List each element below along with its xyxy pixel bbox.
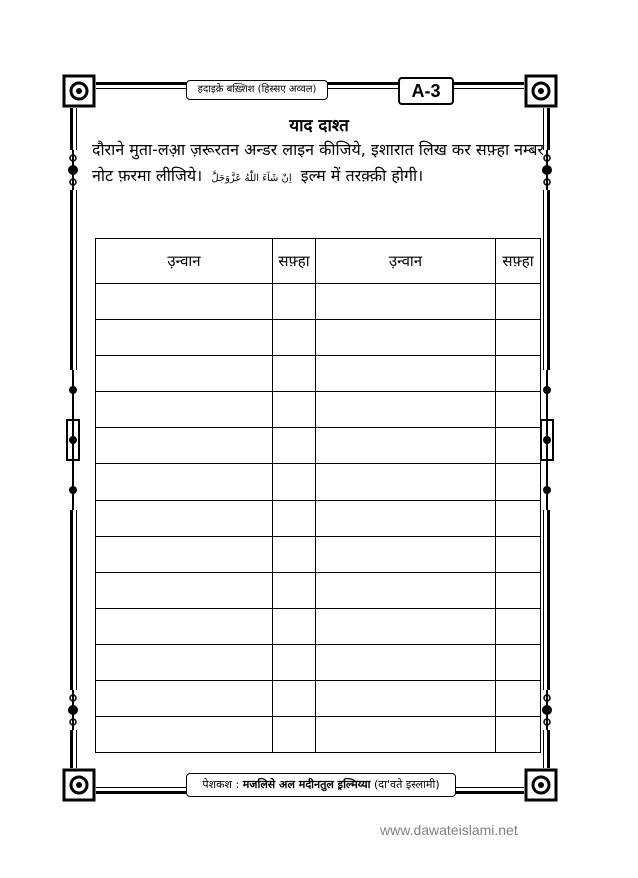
title-cell[interactable]	[96, 356, 273, 392]
corner-ornament-icon	[524, 768, 558, 802]
table-row	[96, 717, 541, 753]
corner-ornament-icon	[62, 768, 96, 802]
page-cell[interactable]	[496, 284, 541, 320]
side-ornament-icon	[66, 370, 80, 510]
arabic-phrase: اِنْ شَآءَ اللّٰهُ عَزَّوَجَلَّ	[211, 173, 292, 184]
title-cell[interactable]	[316, 644, 496, 680]
page-cell[interactable]	[273, 500, 316, 536]
table-row	[96, 428, 541, 464]
column-header-title: उ़न्वान	[96, 239, 273, 284]
title-cell[interactable]	[316, 536, 496, 572]
side-ornament-icon	[66, 150, 80, 190]
title-cell[interactable]	[96, 500, 273, 536]
table-row	[96, 536, 541, 572]
page-cell[interactable]	[496, 500, 541, 536]
table-row	[96, 644, 541, 680]
website-url[interactable]: www.dawateislami.net	[380, 822, 518, 838]
table-row	[96, 572, 541, 608]
title-cell[interactable]	[96, 644, 273, 680]
title-cell[interactable]	[316, 356, 496, 392]
page-cell[interactable]	[496, 717, 541, 753]
title-cell[interactable]	[96, 284, 273, 320]
index-table-wrap	[95, 238, 540, 753]
corner-ornament-icon	[62, 74, 96, 108]
table-row	[96, 392, 541, 428]
side-ornament-icon	[540, 370, 554, 510]
page-cell[interactable]	[273, 608, 316, 644]
column-header-page: सफ़्हा	[496, 239, 541, 284]
column-header-page: सफ़्हा	[273, 239, 316, 284]
table-row	[96, 356, 541, 392]
page-cell[interactable]	[273, 392, 316, 428]
page-cell[interactable]	[496, 464, 541, 500]
page-cell[interactable]	[496, 644, 541, 680]
title-cell[interactable]	[316, 572, 496, 608]
page-cell[interactable]	[496, 608, 541, 644]
title-cell[interactable]	[96, 608, 273, 644]
page-cell[interactable]	[273, 536, 316, 572]
instruction-text: दौराने मुता-लआ़ ज़रूरतन अन्डर लाइन कीजिये, इशारात लिख कर सफ़्हा नम्बर नोट फ़रमा लीजिये।	[92, 140, 544, 185]
table-header-row	[96, 239, 541, 284]
title-cell[interactable]	[96, 392, 273, 428]
page-cell[interactable]	[273, 464, 316, 500]
publisher-suffix: (दा'वते इस्लामी)	[374, 778, 440, 791]
title-cell[interactable]	[96, 428, 273, 464]
publisher-label	[186, 773, 456, 797]
title-cell[interactable]	[316, 284, 496, 320]
page-cell[interactable]	[273, 284, 316, 320]
page-cell[interactable]	[273, 320, 316, 356]
side-ornament-icon	[66, 690, 80, 730]
title-cell[interactable]	[316, 392, 496, 428]
page-cell[interactable]	[273, 644, 316, 680]
table-row	[96, 608, 541, 644]
title-cell[interactable]	[96, 681, 273, 717]
page-cell[interactable]	[496, 536, 541, 572]
title-cell[interactable]	[96, 536, 273, 572]
book-label: हदाइक़े बख़्शिश (हिस्सए अव्वल)	[186, 80, 328, 100]
page-cell[interactable]	[273, 356, 316, 392]
table-row	[96, 320, 541, 356]
table-row	[96, 500, 541, 536]
title-cell[interactable]	[316, 717, 496, 753]
table-row	[96, 464, 541, 500]
page-cell[interactable]	[496, 356, 541, 392]
side-ornament-icon	[540, 690, 554, 730]
table-body	[96, 284, 541, 753]
page-cell[interactable]	[273, 681, 316, 717]
page-cell[interactable]	[496, 428, 541, 464]
page-cell[interactable]	[496, 681, 541, 717]
page-cell[interactable]	[273, 717, 316, 753]
table-row	[96, 284, 541, 320]
page-cell[interactable]	[496, 392, 541, 428]
publisher-prefix: पेशकश :	[202, 778, 240, 791]
page-cell[interactable]	[496, 320, 541, 356]
page-code: A-3	[398, 77, 454, 105]
page-cell[interactable]	[273, 428, 316, 464]
page-title: याद दाश्त	[289, 116, 349, 136]
title-cell[interactable]	[316, 320, 496, 356]
title-cell[interactable]	[96, 464, 273, 500]
instruction-text-end: इल्म में तरक़्क़ी होगी।	[300, 166, 424, 185]
title-cell[interactable]	[316, 681, 496, 717]
title-cell[interactable]	[96, 572, 273, 608]
publisher-name: मजलिसे अल मदीनतुल इ़ल्मिय्या	[242, 778, 371, 791]
table-row	[96, 681, 541, 717]
instruction-paragraph	[92, 137, 544, 192]
corner-ornament-icon	[524, 74, 558, 108]
title-cell[interactable]	[316, 464, 496, 500]
title-cell[interactable]	[316, 500, 496, 536]
title-cell[interactable]	[316, 608, 496, 644]
title-cell[interactable]	[96, 717, 273, 753]
page-cell[interactable]	[273, 572, 316, 608]
index-table	[95, 238, 541, 753]
title-cell[interactable]	[316, 428, 496, 464]
title-cell[interactable]	[96, 320, 273, 356]
page-cell[interactable]	[496, 572, 541, 608]
column-header-title: उ़न्वान	[316, 239, 496, 284]
